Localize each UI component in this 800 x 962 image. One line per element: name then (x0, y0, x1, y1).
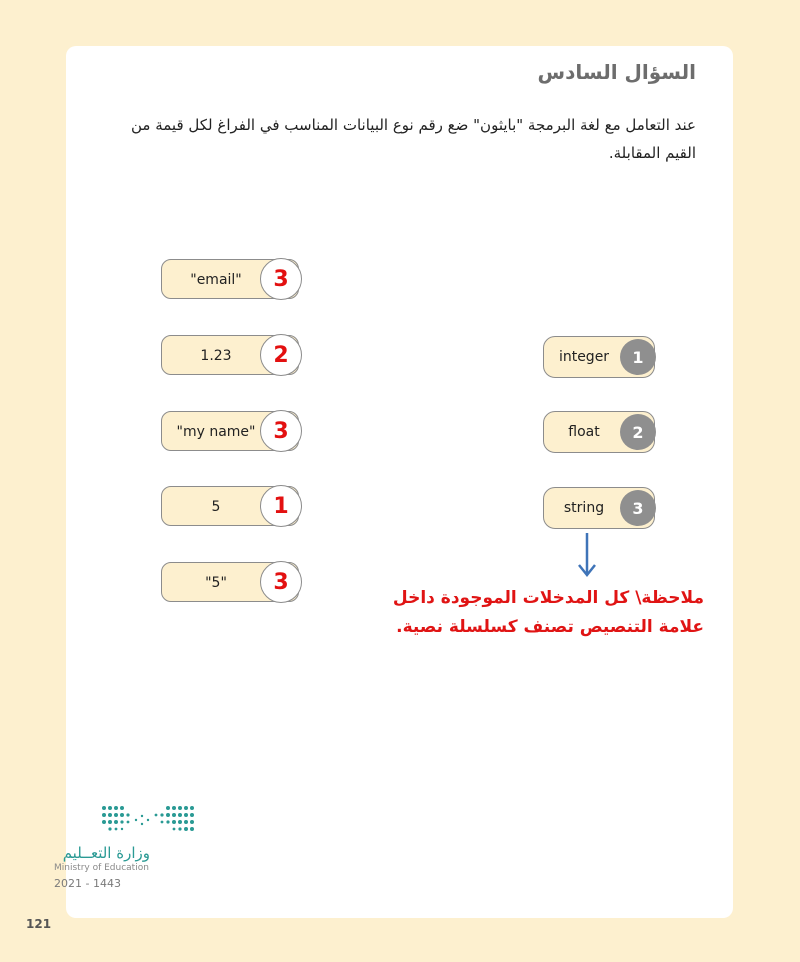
answer-field[interactable]: 3 (260, 258, 302, 300)
note-line-2: علامة التنصيص تصنف كسلسلة نصية. (396, 617, 704, 637)
note-line-1: ملاحظة\ كل المدخلات الموجودة داخل (392, 588, 704, 608)
question-title: السؤال السادس (537, 60, 696, 84)
ministry-logo-dots-icon (100, 804, 196, 836)
answer-field[interactable]: 2 (260, 334, 302, 376)
value-box-my-name (161, 411, 299, 451)
type-label: integer (558, 349, 610, 365)
type-number-badge: 1 (620, 339, 656, 375)
type-box-float (543, 411, 655, 453)
ministry-year: 2021 - 1443 (54, 877, 121, 890)
question-text: عند التعامل مع لغة البرمجة "بايثون" ضع رقم نوع البيانات المناسب في الفراغ لكل قيمة من القيم المقابلة. (130, 116, 696, 162)
value-box-integer (161, 486, 299, 526)
value-label: 1.23 (200, 348, 232, 364)
value-label: "email" (190, 272, 242, 288)
type-number-badge: 3 (620, 490, 656, 526)
value-label: "5" (205, 575, 227, 591)
page-card (66, 46, 733, 918)
answer-field[interactable]: 3 (260, 410, 302, 452)
answer-field[interactable]: 3 (260, 561, 302, 603)
type-box-string (543, 487, 655, 529)
note-text (344, 584, 704, 642)
value-box-string-5 (161, 562, 299, 602)
page-number: 121 (26, 917, 52, 931)
type-label: float (568, 424, 600, 440)
arrow-down-icon (577, 533, 597, 579)
type-label: string (563, 500, 605, 516)
ministry-name-en: Ministry of Education (54, 863, 149, 873)
type-number-badge: 2 (620, 414, 656, 450)
type-box-integer (543, 336, 655, 378)
ministry-name-ar: وزارة التعــليم (62, 844, 150, 862)
answer-field[interactable]: 1 (260, 485, 302, 527)
value-box-float (161, 335, 299, 375)
value-box-email (161, 259, 299, 299)
value-label: "my name" (176, 424, 256, 440)
value-label: 5 (211, 499, 221, 515)
